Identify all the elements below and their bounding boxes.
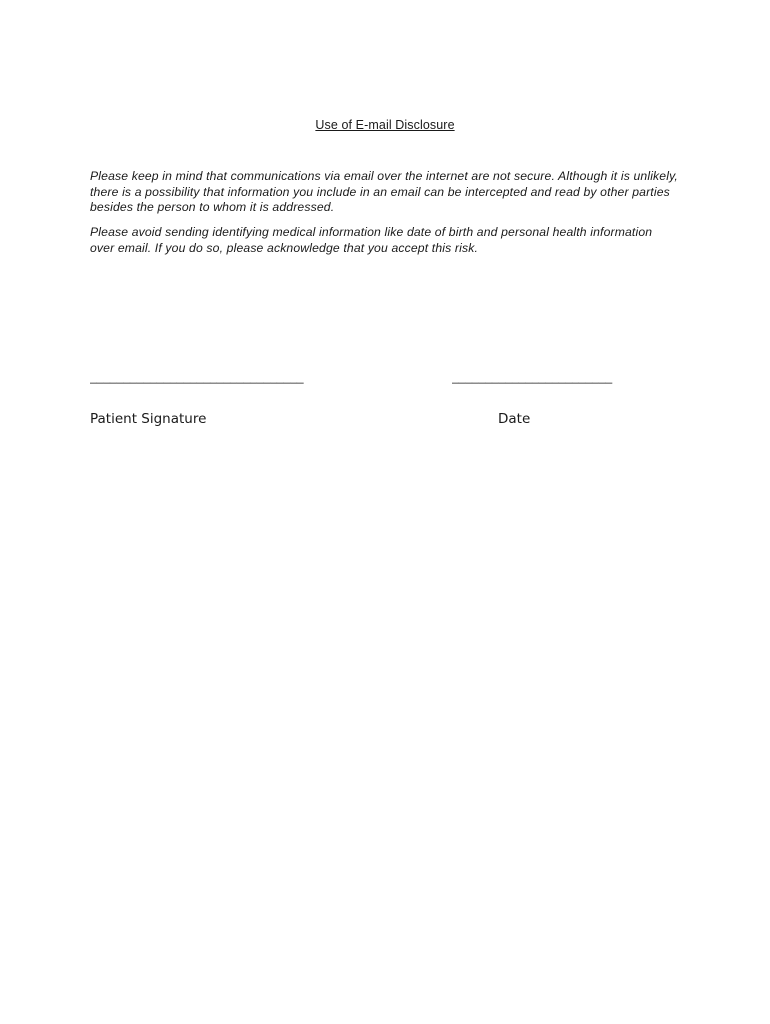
security-notice-paragraph: Please keep in mind that communications via email over the internet are not secure. Although it is unlikely, there is a possibility that information you include in an email can be intercepted and read by other parties besides the person to whom it is addressed. (90, 169, 678, 215)
signature-line: ________________________________ (90, 370, 304, 384)
date-line: ________________________ (452, 370, 613, 384)
document-title: Use of E-mail Disclosure (315, 118, 455, 132)
patient-signature-label: Patient Signature (90, 411, 207, 427)
date-label: Date (498, 411, 531, 427)
acknowledgement-paragraph: Please avoid sending identifying medical information like date of birth and personal health information over email. If you do so, please acknowledge that you accept this risk. (90, 225, 653, 255)
